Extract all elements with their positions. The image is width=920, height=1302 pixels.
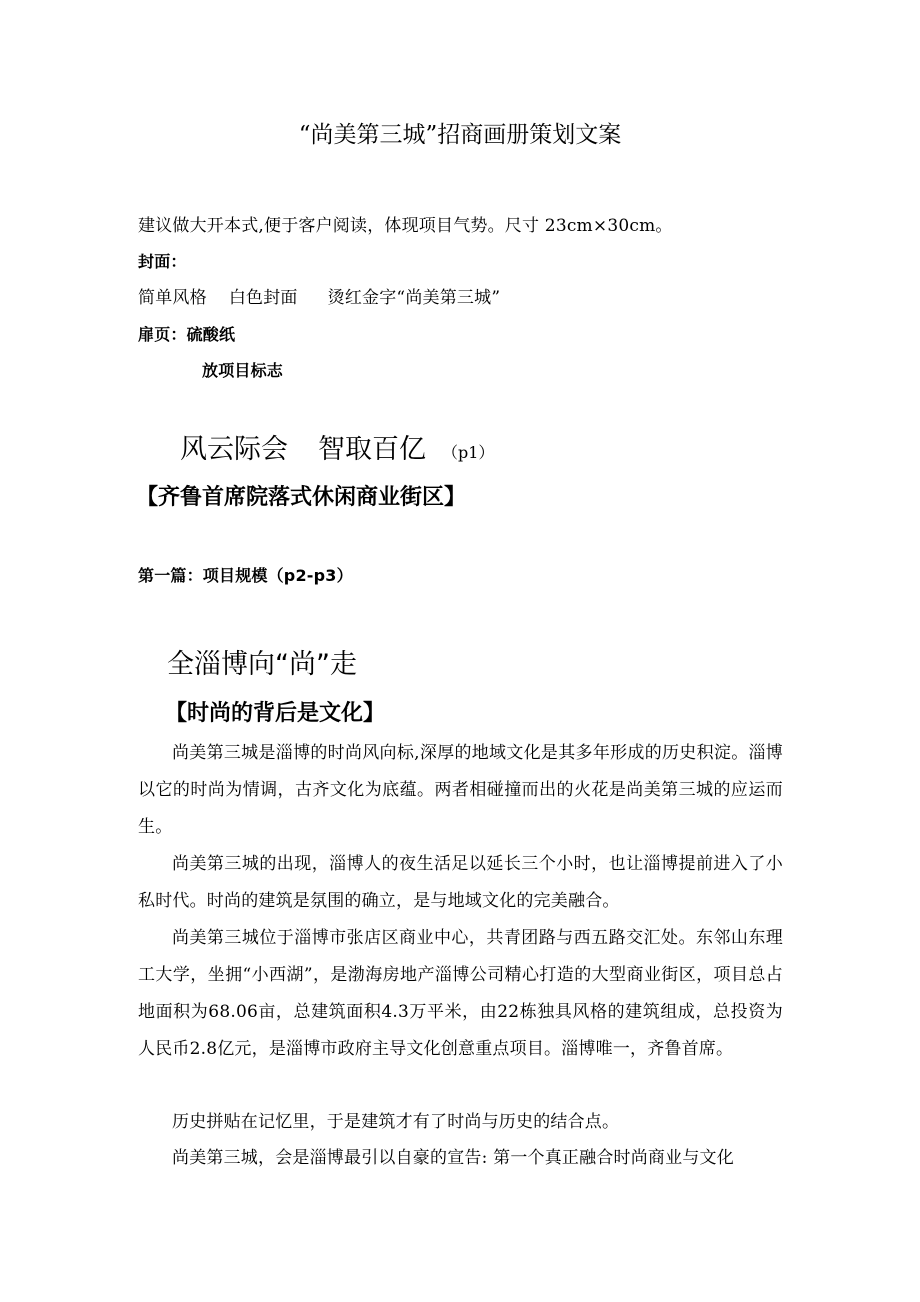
flyleaf-content: 放项目标志	[202, 361, 284, 380]
headline-p1	[180, 436, 494, 463]
paragraph: 尚美第三城位于淄博市张店区商业中心，共青团路与西五路交汇处。东邻山东理工大学，坐拥“小西湖”，是渤海房地产淄博公司精心打造的大型商业街区，项目总占地面积为68.06亩，总建筑面积4.3万平米，由22栋独具风格的建筑组成，总投资为人民币2.8亿元，是淄博市政府主导文化创意重点项目。淄博唯一，齐鲁首席。	[138, 928, 783, 1059]
document-title: “尚美第三城”招商画册策划文案	[298, 122, 622, 148]
cover-label: 封面：	[138, 252, 187, 271]
chapter1-heading: 全淄博向“尚”走	[167, 649, 357, 680]
paragraph: 尚美第三城，会是淄博最引以自豪的宣告: 第一个真正融合时尚商业与文化	[172, 1148, 734, 1168]
paragraph: 尚美第三城是淄博的时尚风向标,深厚的地域文化是其多年形成的历史积淀。淄博以它的时尚为情调，古齐文化为底蕴。两者相碰撞而出的火花是尚美第三城的应运而生。	[138, 743, 783, 837]
cover-color: 白色封面	[228, 288, 298, 308]
paragraph: 历史拼贴在记忆里，于是建筑才有了时尚与历史的结合点。	[172, 1112, 620, 1132]
cover-text: 烫红金字“尚美第三城”	[327, 288, 501, 308]
paragraph: 尚美第三城的出现，淄博人的夜生活足以延长三个小时，也让淄博提前进入了小私时代。时尚的建筑是氛围的确立，是与地域文化的完美融合。	[138, 854, 783, 911]
cover-description	[138, 290, 500, 307]
headline-page-ref: （p1）	[442, 443, 495, 462]
headline-part2: 智取百亿	[318, 434, 426, 465]
intro-text: 建议做大开本式,便于客户阅读，体现项目气势。尺寸 23cm×30cm。	[138, 216, 673, 236]
chapter1-label: 第一篇：项目规模（p2-p3）	[138, 566, 353, 585]
flyleaf-label: 扉页：硫酸纸	[138, 325, 236, 344]
cover-style: 简单风格	[138, 288, 207, 308]
headline-part1: 风云际会	[180, 434, 288, 465]
chapter1-subheading: 【时尚的背后是文化】	[165, 701, 386, 726]
headline-subtitle: 【齐鲁首席院落式休闲商业街区】	[136, 485, 467, 510]
